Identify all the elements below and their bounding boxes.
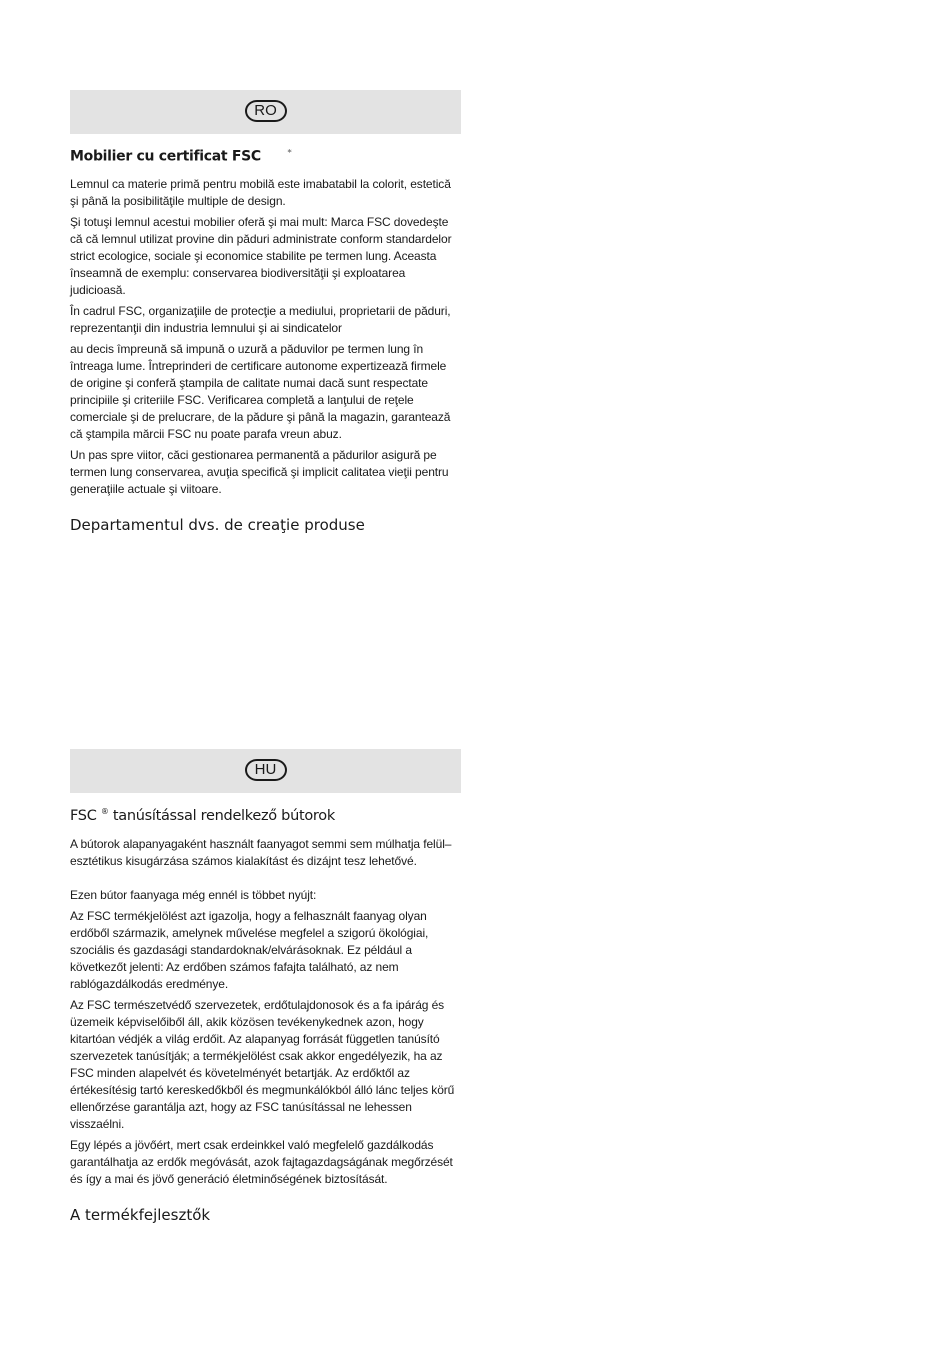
- hu-paragraph-2: Ezen bútor faanyaga még ennél is többet nyújt:: [70, 887, 317, 902]
- hu-language-bar: [70, 749, 461, 793]
- hu-paragraph-4: Az FSC természetvédő szervezetek, erdőtulajdonosok és a fa ipárág és üzemeik képviselőiből áll, akik közösen tevékenykednek azon, hogy kitartóan védjék a világ erdőit. Az alapanyag forrását független tanúsító szervezetek tanúsítják; a termékjelölést csak akkor engedélyezik, ha az FSC minden alapelvét és követelményét betartják. Az erdőktől az értékesítésig tartó kereskedőkből és megmunkálókból álló lánc teljes körű ellenőrzése garantálja azt, hogy az FSC tanúsítással ne lehessen visszaélni.: [70, 997, 455, 1131]
- ro-title-mark: *: [287, 148, 292, 157]
- ro-title-text: Mobilier cu certificat FSC: [70, 148, 261, 165]
- hu-paragraph-5: Egy lépés a jövőért, mert csak erdeinkkel való megfelelő gazdálkodás garantálhatja az erdők megóvását, azok fajtagazdagságának megőrzését és így a mai és jövő generáció életminőségének biztosítását.: [70, 1137, 453, 1186]
- hu-title-part2: tanúsítással rendelkező bútorok: [112, 807, 335, 824]
- ro-paragraph-2: Şi totuşi lemnul acestui mobilier oferă şi mai mult: Marca FSC dovedeşte că că lemnul utilizat provine din păduri administrate conform standardelor strict ecologice, sociale şi economice stabilite pe termen lung. Aceasta înseamnă de exemplu: conservarea biodiversităţii şi exploatarea judicioasă.: [70, 214, 452, 297]
- ro-paragraph-5: Un pas spre viitor, căci gestionarea permanentă a pădurilor asigură pe termen lung conservarea, avuţia specifică şi implicit calitatea vieţii pentru generaţiile actuale şi viitoare.: [70, 447, 449, 496]
- hu-section: [70, 749, 461, 1224]
- hu-paragraph-1: A bútorok alapanyagaként használt faanyagot semmi sem múlhatja felül–esztétikus kisugárzása számos kialakítást és dizájnt tesz lehetővé.: [70, 836, 452, 868]
- ro-paragraph-4: au decis împreună să impună o uzură a păduvilor pe termen lung în întreaga lume. Întreprinderi de certificare autonome expertizează firmele de origine şi conferă ştampila de calitate numai dacă sunt respectate principiile şi criteriile FSC. Verificarea completă a lanţului de reţele comerciale şi de prelucrare, de la pădure şi până la magazin, garantează că ştampila mărcii FSC nu poate parafa vreun abuz.: [70, 341, 451, 441]
- hu-title-mark: ®: [100, 807, 109, 816]
- hu-title-part1: FSC: [70, 807, 97, 824]
- ro-paragraph-1: Lemnul ca materie primă pentru mobilă este imabatabil la colorit, estetică şi până la posibilităţile multiple de design.: [70, 176, 451, 208]
- ro-title: [70, 148, 461, 165]
- ro-language-badge: RO: [245, 100, 287, 122]
- ro-signature: Departamentul dvs. de creaţie produse: [70, 515, 365, 534]
- ro-language-bar: [70, 90, 461, 134]
- hu-title: [70, 807, 461, 824]
- hu-language-badge: HU: [245, 759, 287, 781]
- hu-paragraph-3: Az FSC termékjelölést azt igazolja, hogy a felhasznált faanyag olyan erdőből származik, amelynek művelése megfelel a szigorú ökológiai, szociális és gazdasági standardoknak/elvárásoknak. Ez például a következőt jelenti: Az erdőben számos fafajta található, az nem rablógazdálkodás eredménye.: [70, 908, 429, 991]
- ro-paragraph-3: În cadrul FSC, organizaţiile de protecţie a mediului, proprietarii de păduri, reprezentanţii din industria lemnului şi ai sindicatelor: [70, 303, 451, 335]
- hu-signature: A termékfejlesztők: [70, 1205, 211, 1224]
- ro-section: [70, 90, 461, 534]
